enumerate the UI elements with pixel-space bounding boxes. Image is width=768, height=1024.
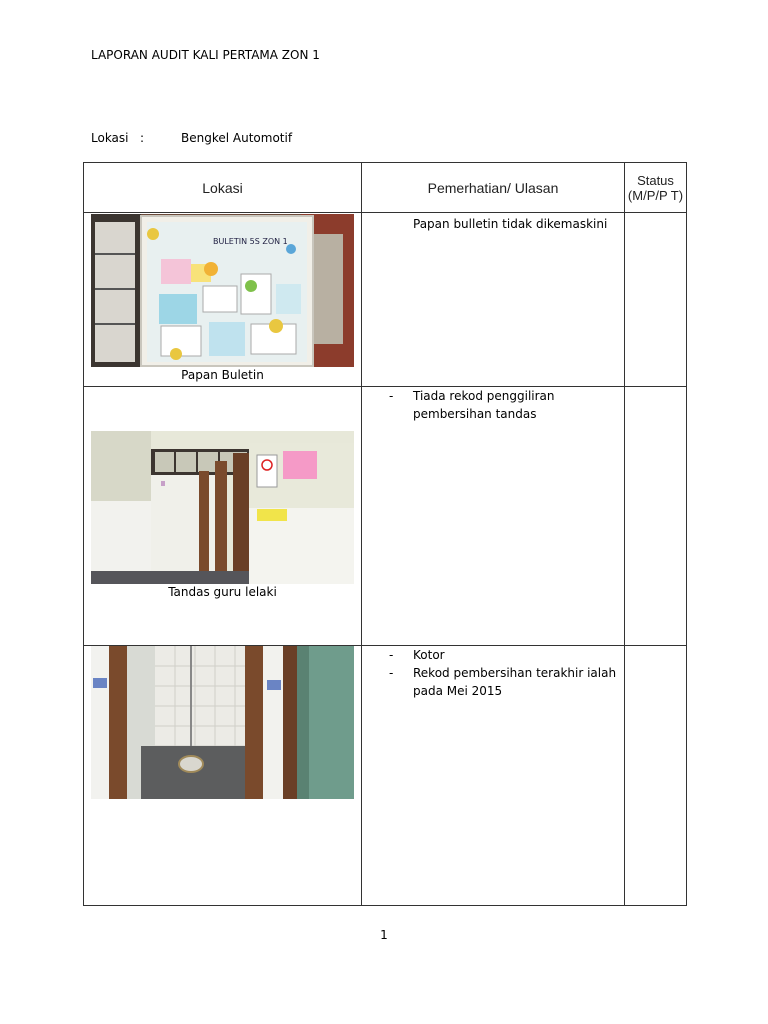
- photo-squat-toilet: [91, 646, 354, 799]
- status-cell: [625, 213, 687, 387]
- photo-caption: Papan Buletin: [181, 368, 264, 382]
- location-label: Lokasi :: [91, 131, 144, 145]
- page-number: 1: [380, 928, 388, 942]
- table-header-row: [84, 163, 687, 213]
- remark-cell: [362, 646, 625, 906]
- photo-caption: Tandas guru lelaki: [168, 585, 277, 599]
- photo-toilet-stalls: [91, 431, 354, 584]
- photo-cell: [84, 213, 362, 387]
- header-lokasi: Lokasi: [84, 163, 362, 213]
- remark-cell: [362, 387, 625, 646]
- remark-item: - Rekod pembersihan terakhir ialah pada Mei 2015: [362, 664, 624, 700]
- remark-item: - Tiada rekod penggiliran pembersihan tandas: [362, 387, 624, 423]
- table-row: [84, 646, 687, 906]
- header-pemerhatian: Pemerhatian/ Ulasan: [362, 163, 625, 213]
- remark-list: [362, 387, 624, 423]
- status-cell: [625, 646, 687, 906]
- photo-bulletin-board: [91, 214, 354, 367]
- document-title: LAPORAN AUDIT KALI PERTAMA ZON 1: [91, 48, 320, 62]
- audit-table: [83, 162, 687, 906]
- remark-item: - Kotor: [362, 646, 624, 664]
- table-row: [84, 213, 687, 387]
- photo-cell: [84, 646, 362, 906]
- location-value: Bengkel Automotif: [181, 131, 293, 145]
- location-line: [91, 131, 292, 145]
- header-status: Status (M/P/P T): [625, 163, 687, 213]
- remark-list: [362, 646, 624, 700]
- bulletin-heading: BULETIN 5S ZON 1: [213, 237, 288, 246]
- table-row: [84, 387, 687, 646]
- remark-text: Papan bulletin tidak dikemaskini: [413, 217, 608, 231]
- remark-cell: [362, 213, 625, 387]
- photo-cell: [84, 387, 362, 646]
- status-cell: [625, 387, 687, 646]
